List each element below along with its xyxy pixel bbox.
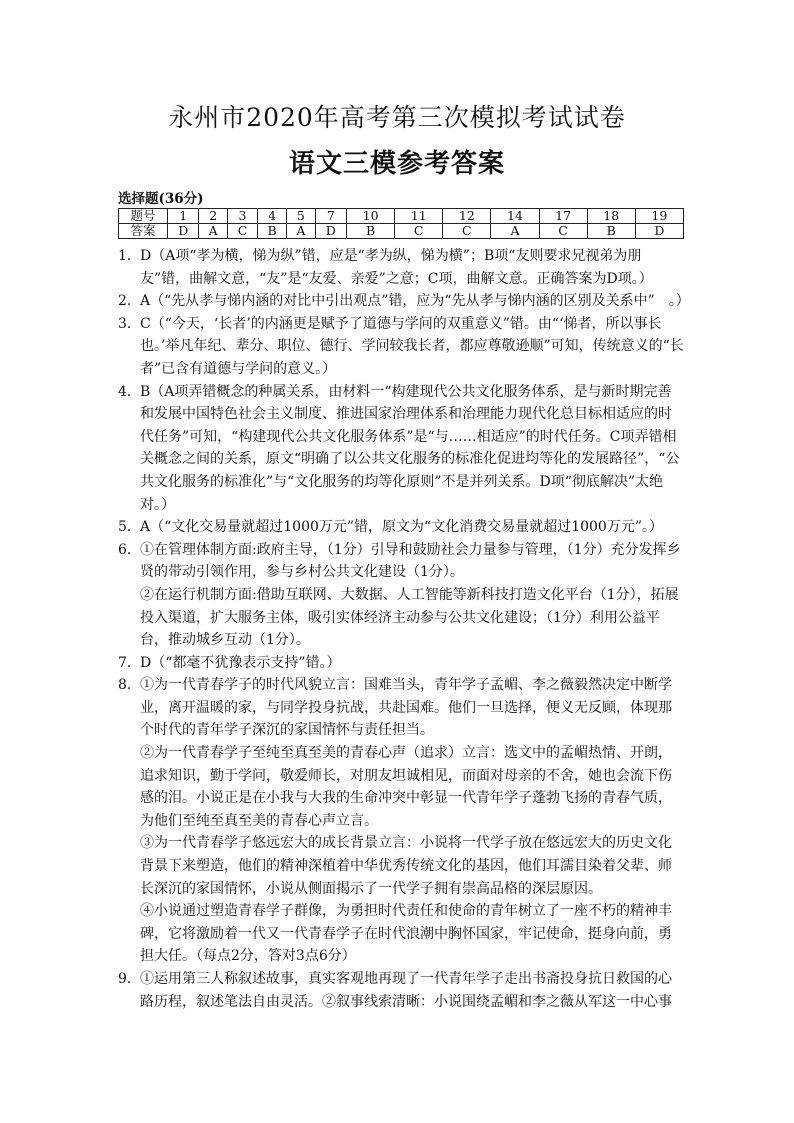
answer-cell: D [168,224,199,239]
item-number: 9． [118,971,141,987]
item-text: ①运用第三人称叙述故事，真实客观地再现了一代青年学子走出书斋投身抗日救国的心路历程，叙述笔法自由灵活。②叙事线索清晰：小说围绕孟嵋和李之薇从军这一中心事 [140,971,672,1010]
item-point: ②在运行机制方面:借助互联网、大数据、人工智能等新科技打造文化平台（1分），拓展投入渠道，扩大服务主体，吸引实体经济主动参与公共文化建设；（1分）利用公益平台，推动城乡互动（1分）。 [140,586,679,649]
item-text: C（“今天，‘长者’的内涵更是赋予了道德与学问的双重意义”错。由“‘悌者，所以事长也。’举凡年纪、辈分、职位、德行、学问较我长者，都应尊敬逊顺”可知，传统意义的“长者”已含有道德与学问的意义。） [140,315,684,377]
item-text: D（“都毫不犹豫表示支持”错。） [140,654,341,671]
question-number: 11 [395,209,443,224]
answer-item-5 [118,516,684,539]
answer-title: 语文三模参考答案 [288,149,505,179]
item-number: 4． [118,383,141,400]
question-number: 1 [168,209,199,224]
question-number: 19 [635,209,683,224]
answer-cell: B [258,224,287,239]
answer-item-2 [118,290,690,313]
question-number: 17 [539,209,587,224]
answer-cell: A [199,224,228,239]
question-number-row [119,209,684,224]
item-number: 2． [118,293,141,310]
item-text: A（“文化交易量就超过1000万元”错，原文为“文化消费交易量就超过1000万元”。） [140,519,663,536]
item-number: 5． [118,519,141,536]
answer-cell: C [443,224,491,239]
answer-cell: C [539,224,587,239]
answer-body [118,245,690,1013]
answer-cell: D [315,224,346,239]
item-text: D（A项“孝为横，悌为纵”错，应是“孝为纵，悌为横”；B项“友则要求兄视弟为朋友”错，曲解文意，“友”是“友爱、亲爱”之意；C项，曲解文意。正确答案为D项。） [140,248,653,287]
item-point: ①为一代青春学子的时代风貌立言：国难当头，青年学子孟嵋、李之薇毅然决定中断学业，离开温暖的家，与同学投身抗战，共赴国难。他们一旦选择，便义无反顾，体现那个时代的青年学子深沉的家国情怀与责任担当。 [140,677,672,739]
answer-table [118,208,684,239]
item-number: 1． [118,248,141,264]
question-number: 18 [587,209,635,224]
question-number: 14 [491,209,539,224]
answer-item-8 [118,674,684,968]
answer-item-9 [118,968,684,1013]
answer-row [119,224,684,239]
exam-title: 永州市2020年高考第三次模拟考试试卷 [168,103,626,132]
row-label-answer: 答案 [119,224,168,239]
item-text: A（“先从孝与悌内涵的对比中引出观点”错，应为“先从孝与悌内涵的区别及关系中” 。） [140,293,690,310]
question-number: 2 [199,209,228,224]
item-point: ②为一代青春学子至纯至真至美的青春心声（追求）立言：选文中的孟嵋热情、开朗，追求知识，勤于学问，敬爱师长，对朋友坦诚相见，而面对母亲的不舍，她也会流下伤感的泪。小说正是在小我与大我的生命冲突中彰显一代青年学子蓬勃飞扬的青春气质，为他们至纯至真至美的青春心声立言。 [140,745,672,829]
answer-item-6 [118,539,684,652]
item-point: ③为一代青春学子悠远宏大的成长背景立言：小说将一代学子放在悠远宏大的历史文化背景下来塑造，他们的精神深植着中华优秀传统文化的基因，他们耳濡目染着父辈、师长深沉的家国情怀，小说从侧面揭示了一代学子拥有崇高品格的深层原因。 [140,835,672,897]
answer-cell: D [635,224,683,239]
answer-cell: A [491,224,539,239]
row-label-number: 题号 [119,209,168,224]
question-number: 10 [347,209,395,224]
answer-cell: C [227,224,257,239]
item-number: 6． [118,541,141,558]
item-number: 8． [118,677,141,694]
answer-item-3 [118,313,684,381]
item-text: B（A项弄错概念的种属关系，由材料一“构建现代公共文化服务体系，是与新时期完善和发展中国特色社会主义制度、推进国家治理体系和治理能力现代化总目标相适应的时代任务”可知，“构建现代公共文化服务体系”是“与……相适应”的时代任务。C项弄错相关概念之间的关系，原文“明确了以公共文化服务的标准化促进均等化的发展路径”，“公共文化服务的标准化”与“文化服务的均等化原则”不是并列关系。D项“彻底解决”太绝对。） [140,383,680,513]
question-number: 12 [443,209,491,224]
answer-item-1 [118,245,684,290]
section-label: 选择题(36分) [118,191,204,207]
question-number: 7 [315,209,346,224]
answer-cell: B [347,224,395,239]
question-number: 5 [287,209,316,224]
answer-item-4 [118,381,684,517]
item-point: ①在管理体制方面:政府主导，（1分）引导和鼓励社会力量参与管理，（1分）充分发挥乡贤的带动引领作用，参与乡村公共文化建设（1分）。 [140,541,681,581]
item-number: 7． [118,654,141,671]
answer-cell: B [587,224,635,239]
item-point: ④小说通过塑造青春学子群像，为勇担时代责任和使命的青年树立了一座不朽的精神丰碑，它将激励着一代又一代青春学子在时代浪潮中胸怀国家，牢记使命，挺身向前，勇担大任。（每点2分，答对3点6分） [140,903,672,965]
answer-cell: A [287,224,316,239]
answer-cell: C [395,224,443,239]
item-number: 3． [118,315,141,332]
question-number: 3 [227,209,257,224]
answer-item-7 [118,652,684,675]
question-number: 4 [258,209,287,224]
